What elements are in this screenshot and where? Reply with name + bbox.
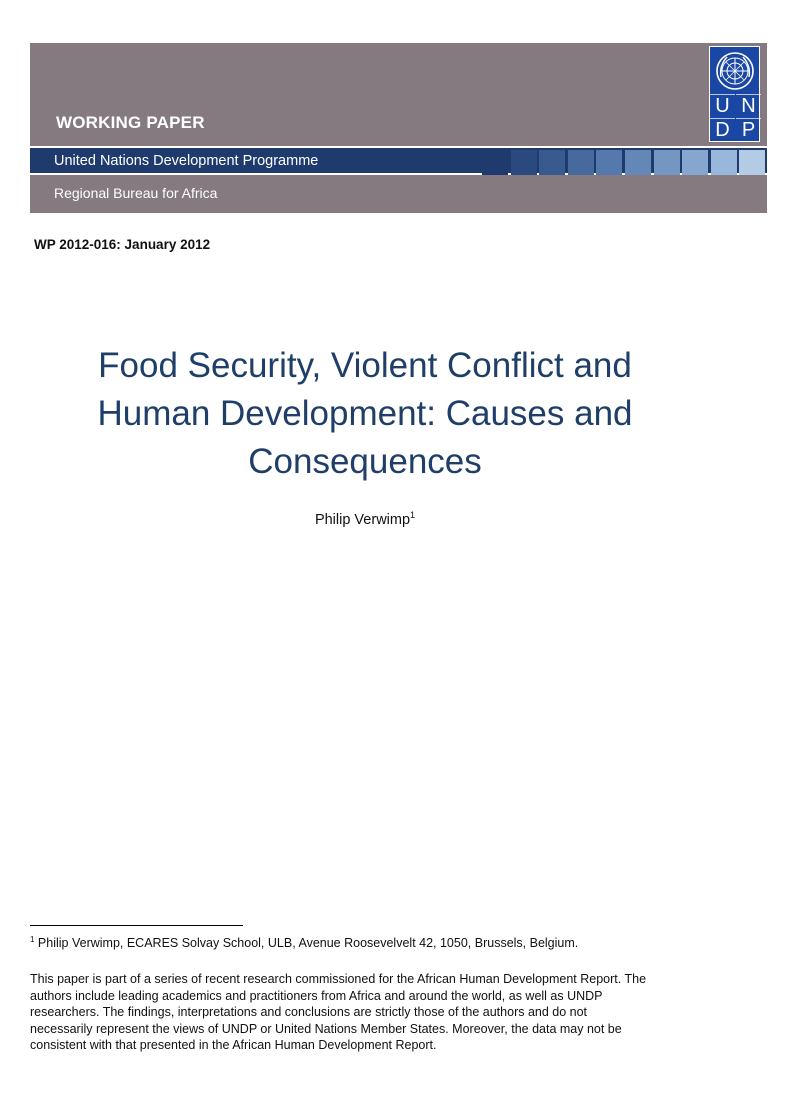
gradient-square: [539, 150, 565, 175]
gradient-square: [568, 150, 594, 175]
gradient-square: [739, 150, 765, 175]
paper-number: WP 2012-016: January 2012: [34, 237, 211, 252]
footnote: [30, 935, 578, 950]
gradient-square: [596, 150, 622, 175]
working-paper-label: WORKING PAPER: [56, 113, 205, 132]
title-line: Human Development: Causes and: [97, 394, 633, 433]
gradient-square: [482, 150, 508, 175]
author-name: Philip Verwimp: [314, 511, 411, 528]
footnote-divider: [30, 925, 243, 926]
gradient-squares: [482, 150, 768, 175]
un-emblem-icon: [715, 51, 755, 91]
logo-letter: D: [710, 118, 735, 141]
undp-letters: [710, 94, 761, 141]
footnote-marker: 1: [30, 935, 35, 944]
title-line: Consequences: [248, 442, 482, 481]
organization-band: [30, 146, 767, 175]
disclaimer-line: researchers. The findings, interpretations and conclusions are strictly those of the authors and do not: [30, 1005, 588, 1019]
undp-logo: [709, 46, 760, 142]
header-banner: [30, 43, 767, 213]
disclaimer-line: This paper is part of a series of recent research commissioned for the African Human Development Report. The: [30, 972, 647, 986]
disclaimer-line: necessarily represent the views of UNDP or United Nations Member States. Moreover, the data may not be: [30, 1021, 622, 1036]
gradient-square: [654, 150, 680, 175]
logo-letter: N: [736, 94, 761, 117]
gradient-square: [682, 150, 708, 175]
organization-name: United Nations Development Programme: [54, 153, 319, 169]
title-line: Food Security, Violent Conflict and: [98, 346, 632, 385]
disclaimer: [30, 971, 720, 1054]
gradient-square: [511, 150, 537, 175]
footnote-text: Philip Verwimp, ECARES Solvay School, ULB, Avenue Roosevelvelt 42, 1050, Brussels, Belgium.: [34, 936, 579, 951]
bureau-name: Regional Bureau for Africa: [54, 185, 218, 201]
paper-title: [60, 342, 670, 486]
author-footnote-marker: 1: [410, 510, 416, 520]
author-line: [200, 510, 530, 528]
gradient-square: [625, 150, 651, 175]
logo-letter: P: [736, 118, 761, 141]
logo-letter: U: [710, 94, 735, 117]
disclaimer-line: consistent with that presented in the African Human Development Report.: [30, 1038, 437, 1052]
gradient-square: [711, 150, 737, 175]
disclaimer-line: authors include leading academics and practitioners from Africa and around the world, as well as UNDP: [30, 988, 603, 1003]
